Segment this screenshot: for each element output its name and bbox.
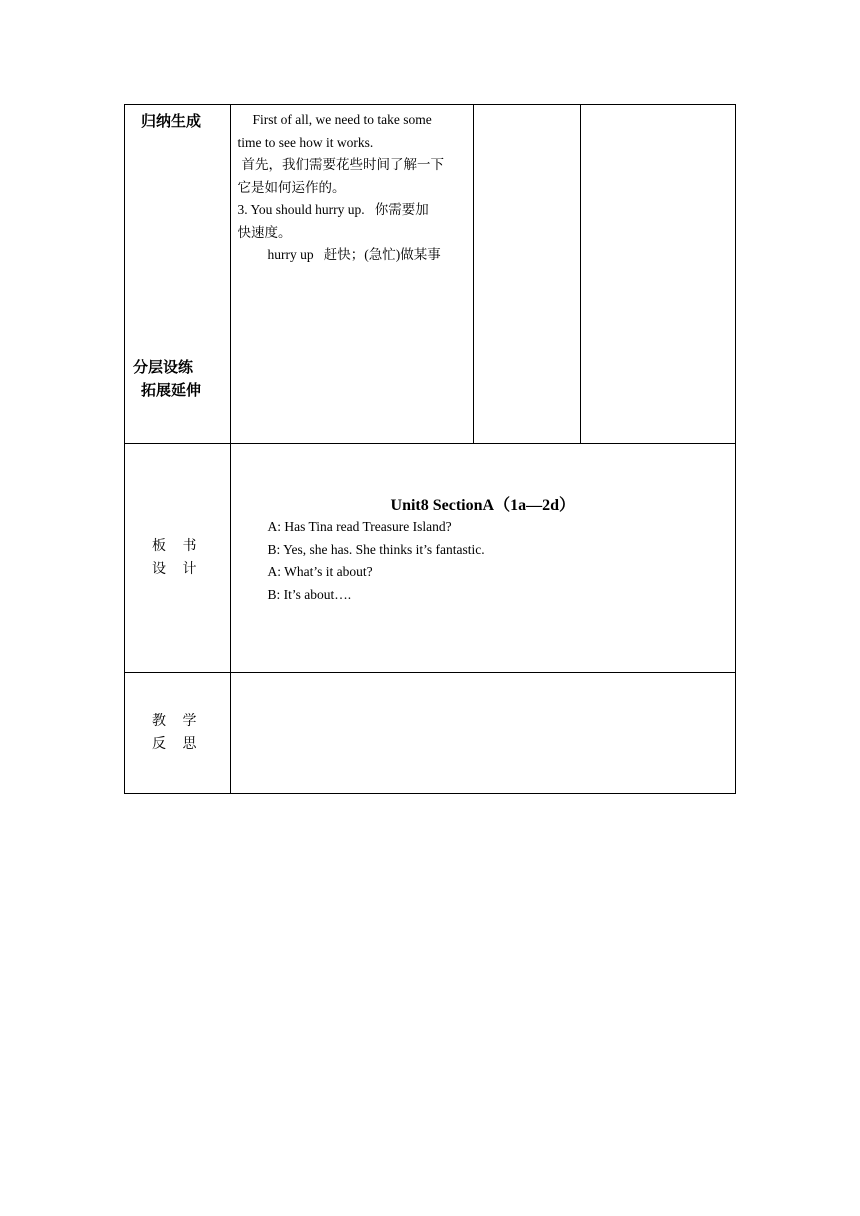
- note-line: hurry up 赶快；(急忙)做某事: [267, 247, 441, 262]
- note-line: First of all, we need to take some: [252, 112, 432, 127]
- note-line: time to see how it works.: [237, 134, 374, 150]
- board-label-line2: 设 计: [152, 561, 203, 577]
- board-content-cell: [230, 444, 735, 673]
- note-line: 快速度。: [237, 224, 292, 240]
- reflection-label-cell: [125, 673, 231, 794]
- board-label-cell: [125, 444, 231, 673]
- induction-label-cell: [125, 105, 231, 444]
- lesson-plan-table: [124, 104, 736, 794]
- note-line: 首先，我们需要花些时间了解一下: [241, 157, 445, 172]
- dialogue-line: B: Yes, she has. She thinks it’s fantastic.: [267, 541, 485, 557]
- board-label-line1: 板 书: [152, 538, 203, 554]
- reflection-label-line2: 反 思: [152, 736, 203, 752]
- induction-label: 归纳生成: [141, 112, 202, 130]
- reflection-row: [125, 673, 736, 794]
- dialogue-line: B: It’s about….: [267, 586, 352, 602]
- reflection-content-cell: [230, 673, 735, 794]
- induction-row: [125, 105, 736, 444]
- note-line: 它是如何运作的。: [237, 179, 346, 195]
- induction-notes-cell: [230, 105, 473, 444]
- empty-cell: [581, 105, 736, 444]
- board-title: Unit8 SectionA（1a—2d）: [390, 497, 575, 514]
- note-line: 3. You should hurry up. 你需要加: [237, 202, 429, 217]
- dialogue-line: A: Has Tina read Treasure Island?: [267, 519, 452, 534]
- empty-cell: [473, 105, 581, 444]
- reflection-label-line1: 教 学: [152, 713, 203, 729]
- practice-label-line1: 分层设练: [133, 358, 194, 376]
- practice-label-line2: 拓展延伸: [141, 381, 202, 399]
- board-design-row: [125, 444, 736, 673]
- dialogue-line: A: What’s it about?: [267, 564, 373, 579]
